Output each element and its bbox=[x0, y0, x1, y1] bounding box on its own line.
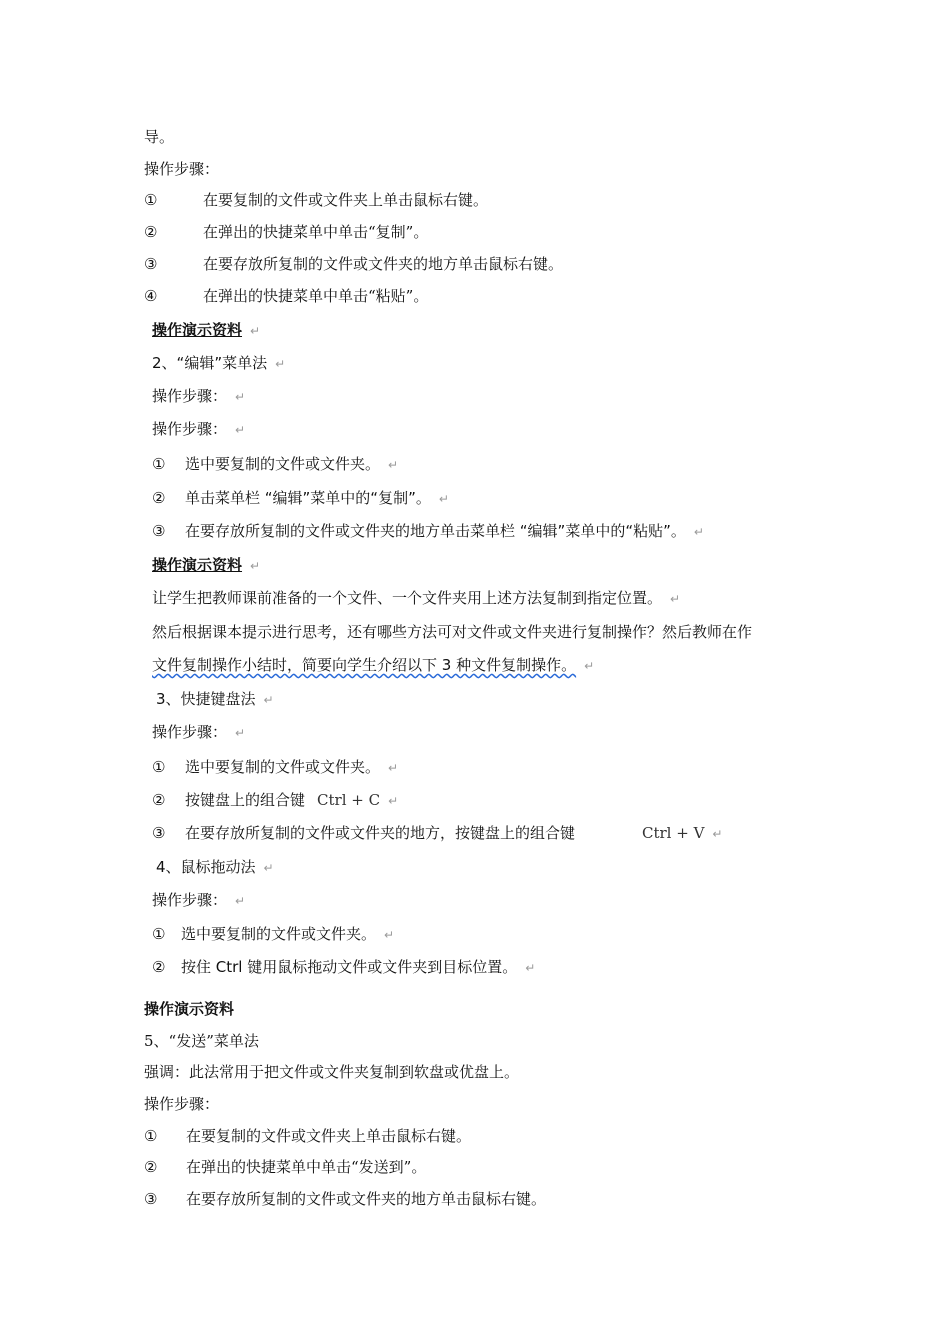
step-text: 在弹出的快捷菜单中单击“粘贴”。 bbox=[203, 287, 429, 305]
step-text: 选中要复制的文件或文件夹。 bbox=[185, 758, 381, 776]
paragraph-mark-icon: ↵ bbox=[235, 390, 246, 404]
section-title-text: 4、鼠标拖动法 bbox=[156, 858, 256, 876]
section-title-text: 2、“编辑”菜单法 bbox=[152, 354, 268, 372]
paragraph-text: 文件复制操作小结时，简要向学生介绍以下 3 种文件复制操作。 bbox=[152, 656, 577, 674]
step-number: ① bbox=[152, 925, 166, 943]
step-number: ① bbox=[144, 1127, 158, 1145]
step-number: ② bbox=[144, 223, 158, 241]
step-number: ③ bbox=[152, 824, 166, 842]
step-text-wrap bbox=[185, 790, 398, 811]
section-title bbox=[152, 353, 285, 374]
paragraph-mark-icon: ↵ bbox=[388, 794, 399, 808]
paragraph-mark-icon: ↵ bbox=[263, 693, 274, 707]
demo-heading: 操作演示资料 bbox=[144, 1000, 235, 1018]
step-text: 在要复制的文件或文件夹上单击鼠标右键。 bbox=[186, 1127, 472, 1145]
paragraph-mark-icon: ↵ bbox=[235, 894, 246, 908]
step-text: 在要复制的文件或文件夹上单击鼠标右键。 bbox=[203, 191, 489, 209]
paragraph-mark-icon: ↵ bbox=[388, 761, 399, 775]
step-text: 在要存放所复制的文件或文件夹的地方，按键盘上的组合键 bbox=[185, 824, 576, 842]
demo-heading bbox=[152, 555, 260, 576]
step-number: ① bbox=[144, 191, 158, 209]
step-number: ② bbox=[152, 489, 166, 507]
paragraph-mark-icon: ↵ bbox=[250, 559, 261, 573]
step-text: 选中要复制的文件或文件夹。 bbox=[185, 455, 381, 473]
step-text: 选中要复制的文件或文件夹。 bbox=[181, 925, 377, 943]
paragraph-mark-icon: ↵ bbox=[384, 928, 395, 942]
paragraph-text: 让学生把教师课前准备的一个文件、一个文件夹用上述方法复制到指定位置。 bbox=[152, 589, 663, 607]
steps-label-text: 操作步骤： bbox=[152, 387, 228, 405]
steps-label bbox=[152, 419, 245, 440]
step-text: 在弹出的快捷菜单中单击“复制”。 bbox=[203, 223, 429, 241]
demo-heading bbox=[152, 320, 260, 341]
steps-label: 操作步骤： bbox=[144, 1095, 220, 1113]
emphasis-text: 强调：此法常用于把文件或文件夹复制到软盘或优盘上。 bbox=[144, 1063, 520, 1081]
paragraph bbox=[152, 655, 594, 676]
step-number: ② bbox=[152, 958, 166, 976]
paragraph-mark-icon: ↵ bbox=[712, 827, 723, 841]
paragraph bbox=[152, 622, 752, 642]
step-number: ② bbox=[144, 1158, 158, 1176]
steps-label-text: 操作步骤： bbox=[152, 723, 228, 741]
step-text-wrap bbox=[185, 757, 398, 778]
paragraph-mark-icon: ↵ bbox=[250, 324, 261, 338]
section-title: 5、“发送”菜单法 bbox=[144, 1032, 259, 1050]
step-number: ③ bbox=[152, 522, 166, 540]
key-combo: Ctrl + C bbox=[317, 791, 381, 809]
key-combo-wrap bbox=[642, 823, 722, 844]
step-text: 按住 Ctrl 键用鼠标拖动文件或文件夹到目标位置。 bbox=[181, 958, 518, 976]
paragraph-mark-icon: ↵ bbox=[438, 492, 449, 506]
paragraph-mark-icon: ↵ bbox=[263, 861, 274, 875]
demo-link-text: 操作演示资料 bbox=[152, 321, 243, 339]
paragraph-mark-icon: ↵ bbox=[235, 726, 246, 740]
section-title-text: 3、快捷键盘法 bbox=[156, 690, 256, 708]
steps-label-text: 操作步骤： bbox=[152, 420, 228, 438]
step-text: 在要存放所复制的文件或文件夹的地方单击菜单栏 “编辑”菜单中的“粘贴”。 bbox=[185, 522, 686, 540]
paragraph bbox=[152, 588, 680, 609]
paragraph-mark-icon: ↵ bbox=[525, 961, 536, 975]
step-text: 在要存放所复制的文件或文件夹的地方单击鼠标右键。 bbox=[203, 255, 564, 273]
step-number: ② bbox=[152, 791, 166, 809]
step-number: ③ bbox=[144, 1190, 158, 1208]
steps-label-text: 操作步骤： bbox=[152, 891, 228, 909]
demo-link-text: 操作演示资料 bbox=[152, 556, 243, 574]
step-text-wrap bbox=[185, 454, 398, 475]
step-text: 在要存放所复制的文件或文件夹的地方单击鼠标右键。 bbox=[186, 1190, 547, 1208]
step-number: ① bbox=[152, 455, 166, 473]
section-title bbox=[156, 857, 274, 878]
step-number: ③ bbox=[144, 255, 158, 273]
step-number: ① bbox=[152, 758, 166, 776]
step-text-wrap bbox=[185, 521, 704, 542]
paragraph-mark-icon: ↵ bbox=[670, 592, 681, 606]
key-combo: Ctrl + V bbox=[642, 824, 705, 842]
steps-label bbox=[152, 722, 245, 743]
step-text-wrap bbox=[185, 488, 449, 509]
step-text-wrap bbox=[181, 957, 535, 978]
steps-label: 操作步骤： bbox=[144, 160, 220, 178]
paragraph-mark-icon: ↵ bbox=[584, 659, 595, 673]
section-title bbox=[156, 689, 274, 710]
step-text: 单击菜单栏 “编辑”菜单中的“复制”。 bbox=[185, 489, 431, 507]
step-text-wrap bbox=[181, 924, 394, 945]
paragraph-mark-icon: ↵ bbox=[235, 423, 246, 437]
paragraph-mark-icon: ↵ bbox=[275, 357, 286, 371]
steps-label bbox=[152, 890, 245, 911]
steps-label bbox=[152, 386, 245, 407]
step-number: ④ bbox=[144, 287, 158, 305]
paragraph-mark-icon: ↵ bbox=[693, 525, 704, 539]
text-line: 导。 bbox=[144, 128, 175, 146]
paragraph-mark-icon: ↵ bbox=[388, 458, 399, 472]
paragraph-text: 然后根据课本提示进行思考，还有哪些方法可对文件或文件夹进行复制操作？然后教师在作 bbox=[152, 623, 753, 641]
step-text: 在弹出的快捷菜单中单击“发送到”。 bbox=[186, 1158, 427, 1176]
step-text: 按键盘上的组合键 bbox=[185, 791, 306, 809]
